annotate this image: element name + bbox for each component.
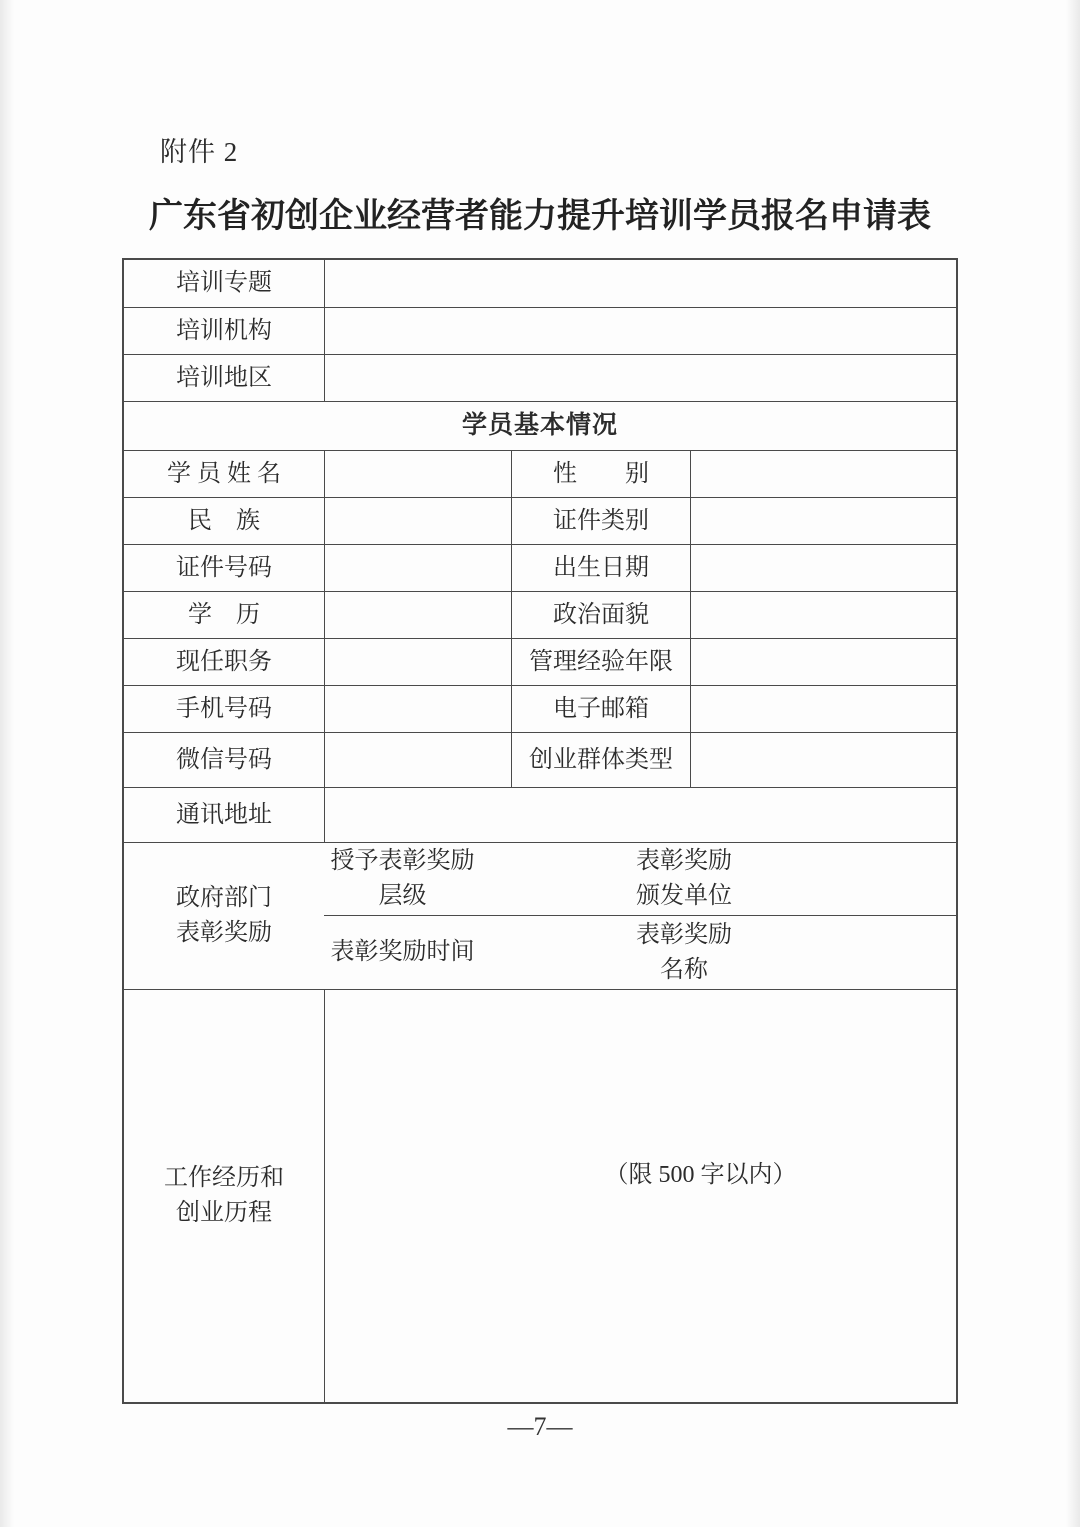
table-row-government-awards xyxy=(124,842,956,989)
address-label: 通讯地址 xyxy=(176,801,272,828)
mobile-field xyxy=(324,686,511,732)
award-subrow-1 xyxy=(324,843,956,915)
award-issuer-field xyxy=(741,843,956,915)
award-name-label xyxy=(627,916,741,989)
training-topic-label: 培训专题 xyxy=(176,270,272,297)
experience-field xyxy=(324,990,956,1402)
management-years-label: 管理经验年限 xyxy=(511,639,690,685)
email-label: 电子邮箱 xyxy=(511,686,690,732)
table-row-position-experience xyxy=(124,638,956,685)
page-title: 广东省初创企业经营者能力提升培训学员报名申请表 xyxy=(149,198,931,235)
wechat-field xyxy=(324,733,511,787)
birth-date-label: 出生日期 xyxy=(511,545,690,591)
section-header-basic-info: 学员基本情况 xyxy=(461,411,618,439)
training-org-label: 培训机构 xyxy=(176,317,272,344)
award-level-field xyxy=(481,843,627,915)
award-issuer-label-line1: 表彰奖励 xyxy=(636,848,732,875)
award-name-label-line2: 名称 xyxy=(660,956,708,983)
experience-word-limit-hint: （限 500 字以内） xyxy=(604,1162,797,1188)
government-awards-label xyxy=(124,843,324,989)
training-region-label: 培训地区 xyxy=(176,364,272,391)
address-field xyxy=(324,788,956,842)
student-name-field xyxy=(324,451,511,497)
table-row-experience xyxy=(124,989,956,1402)
ethnicity-label: 民 族 xyxy=(188,507,260,534)
award-name-label-line1: 表彰奖励 xyxy=(636,921,732,948)
table-row-education-political xyxy=(124,591,956,638)
section-header-row xyxy=(124,401,956,450)
student-name-label: 学 员 姓 名 xyxy=(167,460,281,487)
education-label: 学 历 xyxy=(188,601,260,628)
current-position-label: 现任职务 xyxy=(176,648,272,675)
table-row-ethnicity-idtype xyxy=(124,497,956,544)
current-position-field xyxy=(324,639,511,685)
table-row-wechat-grouptype xyxy=(124,732,956,787)
experience-label xyxy=(124,990,324,1402)
id-type-label: 证件类别 xyxy=(511,498,690,544)
training-org-field xyxy=(324,308,956,354)
email-field xyxy=(690,686,956,732)
award-time-label: 表彰奖励时间 xyxy=(330,939,475,966)
table-row-training-region xyxy=(124,354,956,401)
award-level-label-line1: 授予表彰奖励 xyxy=(330,848,475,875)
training-topic-field xyxy=(324,260,956,307)
experience-label-line1: 工作经历和 xyxy=(164,1165,284,1192)
table-row-mobile-email xyxy=(124,685,956,732)
table-row-address xyxy=(124,787,956,842)
government-awards-label-line2: 表彰奖励 xyxy=(176,920,272,946)
award-level-label-line2: 层级 xyxy=(378,883,427,909)
government-awards-label-line1: 政府部门 xyxy=(176,885,272,912)
award-time-field xyxy=(481,916,627,989)
gender-field xyxy=(690,451,956,497)
gender-label: 性 别 xyxy=(511,451,690,497)
award-name-field xyxy=(741,916,956,989)
attachment-label: 附件 2 xyxy=(160,137,239,167)
id-number-label: 证件号码 xyxy=(176,554,272,581)
ethnicity-field xyxy=(324,498,511,544)
political-status-label: 政治面貌 xyxy=(511,592,690,638)
id-number-field xyxy=(324,545,511,591)
experience-label-line2: 创业历程 xyxy=(176,1200,272,1226)
education-field xyxy=(324,592,511,638)
government-awards-grid xyxy=(324,843,956,989)
award-level-label xyxy=(324,843,481,915)
entrepreneur-type-label: 创业群体类型 xyxy=(511,733,690,787)
award-subrow-2 xyxy=(324,915,956,989)
wechat-label: 微信号码 xyxy=(176,746,272,773)
political-status-field xyxy=(690,592,956,638)
birth-date-field xyxy=(690,545,956,591)
id-type-field xyxy=(690,498,956,544)
table-row-idnumber-birthdate xyxy=(124,544,956,591)
management-years-field xyxy=(690,639,956,685)
training-region-field xyxy=(324,355,956,401)
application-form-table xyxy=(122,258,958,1404)
entrepreneur-type-field xyxy=(690,733,956,787)
award-issuer-label-line2: 颁发单位 xyxy=(636,883,732,909)
page-number: —7— xyxy=(507,1412,573,1441)
mobile-label: 手机号码 xyxy=(176,695,272,722)
table-row-name-gender xyxy=(124,450,956,497)
table-row-training-org xyxy=(124,307,956,354)
table-row-training-topic xyxy=(124,260,956,307)
award-issuer-label xyxy=(627,843,741,915)
